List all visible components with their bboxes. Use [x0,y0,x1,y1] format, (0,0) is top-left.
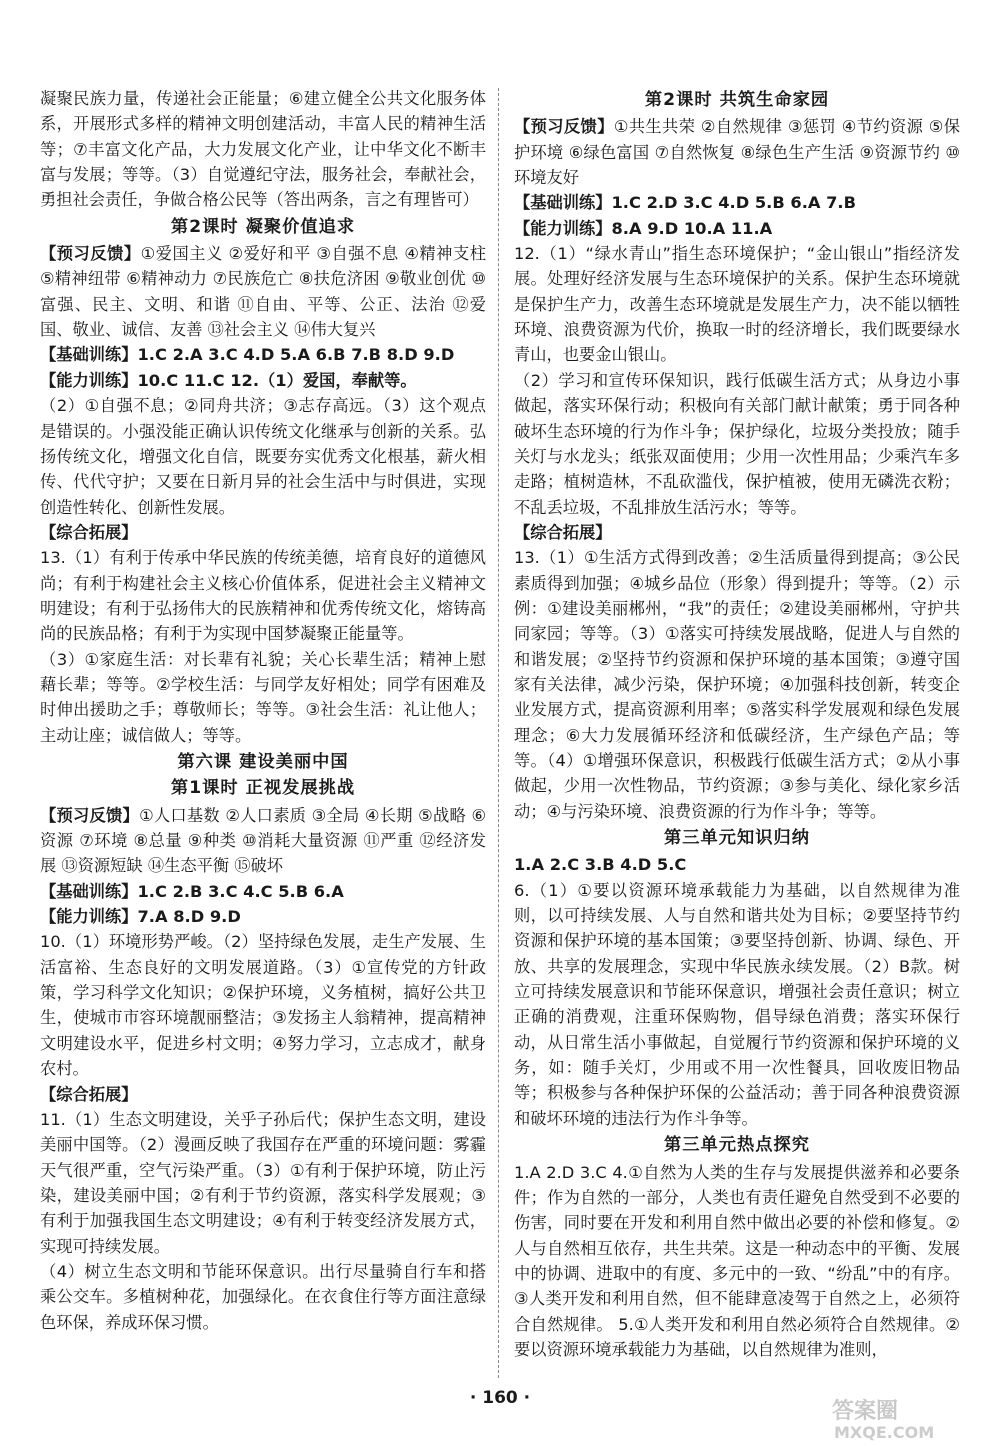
tagged-answer-block [40,368,486,393]
column-divider [498,88,499,1378]
answer-text: ①共生共荣 ②自然规律 ③惩罚 ④节约资源 ⑤保护环境 ⑥绿色富国 ⑦自然恢复 ⑧绿色生产生活 ⑨资源节约 ⑩环境友好 [514,117,960,188]
section-heading: 第2课时 凝聚价值追求 [170,216,356,237]
section-tag: 【综合拓展】 [514,522,612,542]
watermark-logo [828,1396,988,1442]
tagged-answer-block [514,190,960,215]
section-tag: 【基础训练】 [40,345,138,365]
section-heading: 第三单元知识归纳 [663,828,810,848]
tagged-answer-block [40,342,486,367]
tagged-answer-block [40,1082,486,1107]
answer-text: 8.A 9.D 10.A 11.A [611,218,773,238]
section-heading: 第三单元热点探究 [663,1135,810,1156]
answer-text: 1.C 2.B 3.C 4.C 5.B 6.A [137,881,344,901]
tagged-answer-block [514,114,960,190]
tagged-answer-block [40,904,486,929]
section-heading: 第2课时 共筑生命家园 [644,90,830,110]
answer-paragraph: 10.（1）环境形势严峻。（2）坚持绿色发展，走生产发展、生活富裕、生态良好的文明发展道路。（3）①宣传党的方针政策，学习科学文化知识；②保护环境，义务植树，搞好公共卫生，使城市市容环境靓丽整洁；③发扬主人翁精神，提高精神文明建设水平，促进乡村文明；④努力学习，立志成才，献身农村。 [40,932,486,1079]
answer-text: ①人口基数 ②人口素质 ③全局 ④长期 ⑤战略 ⑥资源 ⑦环境 ⑧总量 ⑨种类 ⑩消耗大量资源 ⑪严重 ⑫经济发展 ⑬资源短缺 ⑭生态平衡 ⑮破坏 [40,805,487,876]
answer-page [40,86,960,1376]
section-tag: 【综合拓展】 [40,1084,138,1104]
answer-text: ①爱国主义 ②爱好和平 ③自强不息 ④精神支柱 ⑤精神纽带 ⑥精神动力 ⑦民族危亡 ⑧扶危济困 ⑨敬业创优 ⑩富强、民主、文明、和谐 ⑪自由、平等、公正、法治 ⑫爱国、敬业、诚信、友善 ⑬社会主义 ⑭伟大复兴 [40,244,486,340]
tagged-answer-block [514,520,960,545]
section-heading: 第六课 建设美丽中国 [177,751,349,772]
left-column [40,86,486,1335]
answer-text: 1.C 2.A 3.C 4.D 5.A 6.B 7.B 8.D 9.D [137,345,455,365]
answer-paragraph: 12.（1）“绿水青山”指生态环境保护；“金山银山”指经济发展。处理好经济发展与生态环境保护的关系。保护生态环境就是保护生产力，改善生态环境就是发展生产力，决不能以牺牲环境、浪费资源为代价，换取一时的经济增长，我们既要绿水青山，也要金山银山。 [514,244,960,365]
tagged-answer-block [40,803,486,879]
answer-paragraph: 1.A 2.D 3.C 4.①自然为人类的生存与发展提供滋养和必要条件；作为自然的一部分，人类也有责任避免自然受到不必要的伤害，同时要在开发和利用自然中做出必要的补偿和修复。②人与自然相互依存，共生共荣。这是一种动态中的平衡、发展中的协调、进取中的有度、多元中的一致、“纷乱”中的有序。③人类开发和利用自然，但不能肆意凌驾于自然之上，必须符合自然规律。 5.①人类开发和利用自然必须符合自然规律。②要以资源环境承载能力为基础，以自然规律为准则， [514,1162,960,1359]
section-tag: 【能力训练】 [40,370,138,390]
section-heading: 第1课时 正视发展挑战 [170,778,356,799]
tagged-answer-block [514,216,960,241]
answer-paragraph: 凝聚民族力量，传递社会正能量；⑥建立健全公共文化服务体系，开展形式多样的精神文明创建活动，丰富人民的精神生活等；⑦丰富文化产品，大力发展文化产业，让中华文化不断丰富与发展；等等。（3）自觉遵纪守法，服务社会，奉献社会，勇担社会责任，争做合格公民等（答出两条，言之有理皆可） [40,89,486,210]
answer-text: 10.C 11.C 12.（1）爱国，奉献等。 [137,370,417,390]
answer-text: 1.C 2.D 3.C 4.D 5.B 6.A 7.B [611,193,856,213]
answer-paragraph: 13.（1）①生活方式得到改善；②生活质量得到提高；③公民素质得到加强；④城乡品位（形象）得到提升；等等。（2）示例：①建设美丽郴州，“我”的责任；②建设美丽郴州，守护共同家园；等等。（3）①落实可持续发展战略，促进人与自然的和谐发展；②坚持节约资源和保护环境的基本国策；③遵守国家有关法律，减少污染，保护环境；④加强科技创新，转变企业发展方式，提高资源利用率；⑤落实科学发展观和绿色发展理念；⑥大力发展循环经济和低碳经济，生产绿色产品；等等。（4）①增强环保意识，积极践行低碳生活方式；②从小事做起，少用一次性物品，节约资源；③参与美化、绿化家乡活动；④与污染环境、浪费资源的行为作斗争；等等。 [514,548,960,821]
tagged-answer-block [40,241,486,342]
answer-paragraph: （4）树立生态文明和节能环保意识。出行尽量骑自行车和搭乘公交车。多植树种花，加强绿化。在衣食住行等方面注意绿色环保，养成环保习惯。 [40,1261,486,1332]
answer-paragraph: 6.（1）①要以资源环境承载能力为基础，以自然规律为准则，以可持续发展、人与自然和谐共处为目标；②要坚持节约资源和保护环境的基本国策；③要坚持创新、协调、绿色、开放、共享的发展理念，实现中华民族永续发展。（2）B款。树立可持续发展意识和节能环保意识，增强社会责任意识；树立正确的消费观，注重环保购物，倡导绿色消费；落实环保行动，从日常生活小事做起，自觉履行节约资源和保护环境的义务，如：随手关灯，少用或不用一次性餐具，回收废旧物品等；积极参与各种保护环保的公益活动；善于同各种浪费资源和破坏环境的违法行为作斗争等。 [514,880,960,1128]
section-tag: 【综合拓展】 [40,522,138,542]
svg-text:MXQE.COM: MXQE.COM [834,1423,935,1442]
section-tag: 【基础训练】 [40,881,138,901]
right-column [514,86,960,1362]
svg-text:答案圈: 答案圈 [832,1399,899,1424]
answer-text: 7.A 8.D 9.D [137,907,241,927]
section-tag: 【能力训练】 [40,907,138,927]
answer-paragraph: （3）①家庭生活：对长辈有礼貌；关心长辈生活；精神上慰藉长辈；等等。②学校生活：与同学友好相处；同学有困难及时伸出援助之手；尊敬师长；等等。③社会生活：礼让他人；主动让座；诚信做人；等等。 [40,649,486,745]
tagged-answer-block [40,879,486,904]
answer-paragraph: （2）学习和宣传环保知识，践行低碳生活方式；从身边小事做起，落实环保行动；积极向有关部门献计献策；勇于同各种破坏生态环境的行为作斗争；保护绿化，垃圾分类投放；随手关灯与水龙头；纸张双面使用；少用一次性用品；少乘汽车多走路；植树造林，不乱砍滥伐，保护植被，使用无磷洗衣粉；不乱丢垃圾，不乱排放生活污水；等等。 [514,370,960,517]
tagged-answer-block [40,520,486,545]
answer-paragraph: （2）①自强不息；②同舟共济；③志存高远。（3）这个观点是错误的。小强没能正确认识传统文化继承与创新的关系。弘扬传统文化，增强文化自信，既要夯实优秀文化根基，薪火相传、代代守护；又要在日新月异的社会生活中与时俱进，实现创造性转化、创新性发展。 [40,396,486,517]
page-number: · 160 · [469,1388,531,1408]
section-tag: 【预习反馈】 [514,117,614,137]
section-tag: 【基础训练】 [514,193,612,213]
answer-paragraph: 13.（1）有利于传承中华民族的传统美德，培育良好的道德风尚；有利于构建社会主义核心价值体系，促进社会主义精神文明建设；有利于弘扬伟大的民族精神和优秀传统文化，熔铸高尚的民族品格；有利于为实现中国梦凝聚正能量等。 [40,548,486,644]
section-tag: 【预习反馈】 [40,244,141,264]
section-tag: 【预习反馈】 [40,805,140,825]
answer-line: 1.A 2.C 3.B 4.D 5.C [514,855,687,875]
answer-paragraph: 11.（1）生态文明建设，关乎子孙后代；保护生态文明，建设美丽中国等。（2）漫画反映了我国存在严重的环境问题：雾霾天气很严重，空气污染严重。（3）①有利于保护环境，防止污染，建设美丽中国；②有利于节约资源，落实科学发展观；③有利于加强我国生态文明建设；④有利于转变经济发展方式，实现可持续发展。 [40,1109,486,1256]
section-tag: 【能力训练】 [514,218,612,238]
